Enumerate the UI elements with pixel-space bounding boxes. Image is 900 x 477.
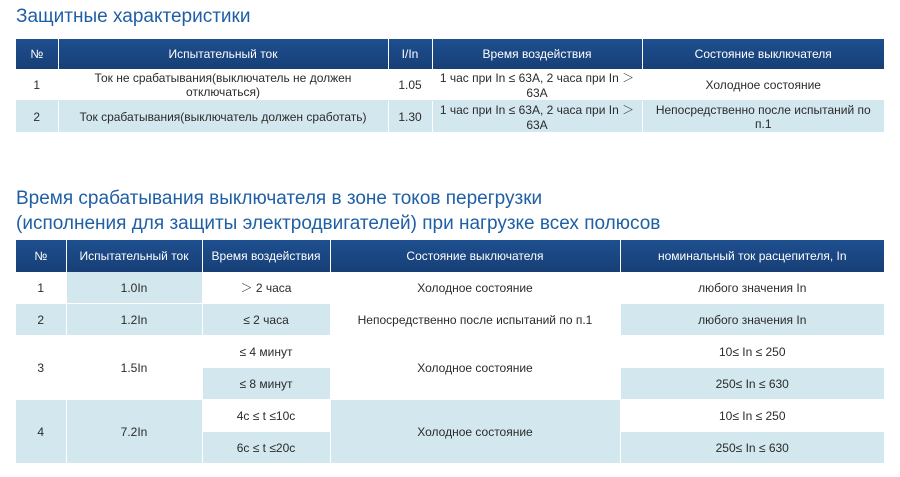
- cell-rated-current: 250≤ In ≤ 630: [620, 432, 884, 464]
- table-row: [16, 69, 884, 101]
- protection-characteristics-table: [16, 39, 884, 133]
- table-row: [16, 304, 884, 336]
- cell-breaker-state: Холодное состояние: [330, 272, 620, 304]
- cell-test-current: 1.2In: [66, 304, 202, 336]
- table-row: [16, 272, 884, 304]
- cell-test-current: Ток не срабатывания(выключатель не должен отключаться): [58, 69, 388, 101]
- cell-duration: ≤ 8 минут: [202, 368, 330, 400]
- header-num: №: [16, 240, 66, 272]
- section2-title: [16, 186, 660, 236]
- cell-test-current: Ток срабатывания(выключатель должен сработать): [58, 101, 388, 133]
- cell-rated-current: любого значения In: [620, 304, 884, 336]
- cell-duration: 6с ≤ t ≤20с: [202, 432, 330, 464]
- table-row: [16, 336, 884, 368]
- cell-rated-current: 10≤ In ≤ 250: [620, 336, 884, 368]
- cell-num: 2: [16, 101, 58, 133]
- cell-breaker-state: Холодное состояние: [642, 69, 884, 101]
- cell-duration: 4с ≤ t ≤10с: [202, 400, 330, 432]
- cell-duration: ≤ 4 минут: [202, 336, 330, 368]
- section1-title: Защитные характеристики: [16, 6, 251, 27]
- header-breaker-state: Состояние выключателя: [330, 240, 620, 272]
- header-num: №: [16, 39, 58, 69]
- table-row: [16, 400, 884, 432]
- cell-num: 1: [16, 69, 58, 101]
- cell-ratio: 1.05: [388, 69, 432, 101]
- cell-duration: ≤ 2 часа: [202, 304, 330, 336]
- table-header-row: [16, 39, 884, 69]
- cell-test-current: 7.2In: [66, 400, 202, 464]
- cell-num: 2: [16, 304, 66, 336]
- header-test-current: Испытательный ток: [66, 240, 202, 272]
- overload-trip-time-table: [16, 240, 884, 464]
- section2-title-line1: Время срабатывания выключателя в зоне токов перегрузки: [16, 188, 543, 209]
- cell-test-current: 1.5In: [66, 336, 202, 400]
- cell-ratio: 1.30: [388, 101, 432, 133]
- section2-title-line2: (исполнения для защиты электродвигателей) при нагрузке всех полюсов: [16, 213, 661, 234]
- cell-rated-current: любого значения In: [620, 272, 884, 304]
- cell-breaker-state: Холодное состояние: [330, 336, 620, 400]
- cell-test-current: 1.0In: [66, 272, 202, 304]
- cell-rated-current: 250≤ In ≤ 630: [620, 368, 884, 400]
- cell-num: 4: [16, 400, 66, 464]
- header-rated-current: номинальный ток расцепителя, In: [620, 240, 884, 272]
- cell-breaker-state: Непосредственно после испытаний по п.1: [330, 304, 620, 336]
- cell-duration: ＞ 2 часа: [202, 272, 330, 304]
- cell-duration: 1 час при In ≤ 63A, 2 часа при In ＞63A: [432, 69, 642, 101]
- cell-num: 3: [16, 336, 66, 400]
- header-duration: Время воздействия: [202, 240, 330, 272]
- cell-num: 1: [16, 272, 66, 304]
- header-ratio: I/In: [388, 39, 432, 69]
- header-test-current: Испытательный ток: [58, 39, 388, 69]
- cell-rated-current: 10≤ In ≤ 250: [620, 400, 884, 432]
- cell-breaker-state: Непосредственно после испытаний по п.1: [642, 101, 884, 133]
- table-header-row: [16, 240, 884, 272]
- header-duration: Время воздействия: [432, 39, 642, 69]
- cell-breaker-state: Холодное состояние: [330, 400, 620, 464]
- header-breaker-state: Состояние выключателя: [642, 39, 884, 69]
- cell-duration: 1 час при In ≤ 63A, 2 часа при In ＞63A: [432, 101, 642, 133]
- table-row: [16, 101, 884, 133]
